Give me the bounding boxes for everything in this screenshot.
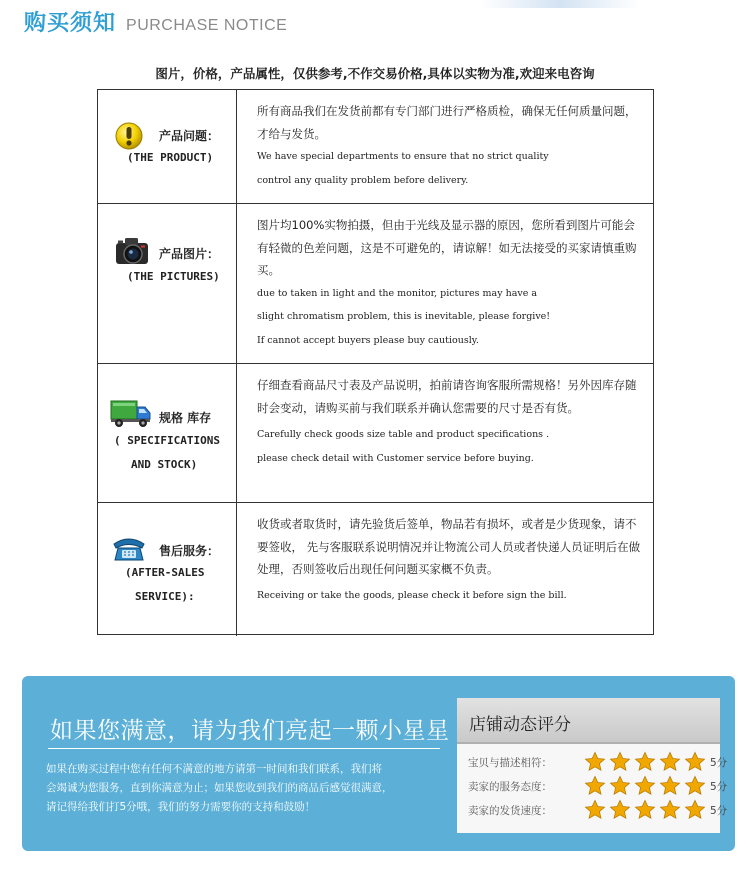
notice-label-cell	[98, 503, 237, 636]
star-icon	[659, 775, 681, 797]
score-label: 宝贝与描述相符：	[468, 757, 552, 769]
score-card-title-text: 店铺动态评分	[469, 715, 571, 735]
star-icon	[609, 751, 631, 773]
star-icon	[584, 751, 606, 773]
notice-label-cn: 产品问题：	[159, 129, 220, 143]
notice-text-cn: 所有商品我们在发货前都有专门部门进行严格质检，确保无任何质量问题，才给与发货。	[257, 104, 637, 141]
notice-text-cn: 图片均100%实物拍摄，但由于光线及显示器的原因，您所看到图片可能会有轻微的色差问题，这是不可避免的，请谅解！如无法接受的买家请慎重购买。	[257, 218, 637, 277]
score-label: 卖家的服务态度：	[468, 781, 552, 793]
star-icon	[684, 775, 706, 797]
score-stars	[584, 799, 706, 821]
notice-row-after-sales	[98, 502, 653, 636]
slogan-divider	[48, 748, 440, 749]
delivery-truck-icon	[110, 398, 152, 428]
notice-label-en-line2: AND STOCK)	[131, 458, 198, 471]
page-header	[24, 6, 287, 40]
notice-label-en-line2: SERVICE):	[135, 590, 195, 603]
notice-label-en-line1: (AFTER-SALES	[125, 566, 205, 579]
notice-label-cn: 产品图片：	[159, 247, 220, 261]
score-row	[457, 798, 728, 822]
telephone-icon	[112, 536, 146, 562]
star-icon	[634, 799, 656, 821]
rating-slogan: 如果您满意，请为我们亮起一颗小星星	[50, 718, 450, 744]
warning-icon	[115, 122, 143, 150]
rating-panel	[22, 676, 735, 851]
notice-label-cell	[98, 364, 237, 502]
star-icon	[659, 799, 681, 821]
camera-icon	[115, 237, 149, 265]
rating-description-line: 如果在购买过程中您有任何不满意的地方请第一时间和我们联系，我们将	[46, 763, 382, 775]
notice-text-en: We have special departments to ensure that no strict quality control any quality problem before delivery.	[257, 151, 549, 186]
header-title-cn: 购买须知	[24, 11, 117, 36]
notice-label-en: (THE PICTURES)	[127, 270, 220, 283]
header-title-en: PURCHASE NOTICE	[126, 17, 288, 34]
notice-label-cell	[98, 204, 237, 363]
notice-text-en: due to taken in light and the monitor, pictures may have a slight chromatism problem, this is inevitable, please forgive! If cannot accept buyers please buy cautiously.	[257, 287, 551, 346]
score-value: 5分	[710, 805, 728, 817]
rating-description-line: 请记得给我们打5分哦，我们的努力需要你的支持和鼓励！	[46, 801, 316, 813]
star-icon	[684, 751, 706, 773]
notice-label-en-line1: ( SPECIFICATIONS	[114, 434, 220, 447]
notice-label-en: (THE PRODUCT)	[127, 151, 214, 164]
notice-text-en: Carefully check goods size table and product specifications . please check detail with Customer service before buying.	[257, 429, 550, 464]
star-icon	[634, 751, 656, 773]
score-value: 5分	[710, 781, 728, 793]
notice-label-cn: 售后服务：	[159, 544, 220, 558]
star-icon	[684, 799, 706, 821]
notice-row-pictures	[98, 203, 653, 363]
notice-row-specifications	[98, 363, 653, 502]
score-row	[457, 774, 728, 798]
rating-description-line: 会竭诚为您服务，直到你满意为止；如果您收到我们的商品后感觉很满意，	[46, 782, 393, 794]
notice-content-cell	[237, 204, 653, 363]
shop-score-card	[457, 698, 728, 833]
notice-table	[97, 89, 654, 635]
score-row	[457, 750, 728, 774]
notice-text-cn: 仔细查看商品尺寸表及产品说明，拍前请咨询客服所需规格！另外因库存随时会变动，请购买前与我们联系并确认您需要的尺寸是否有货。	[257, 378, 637, 415]
notice-label-cell	[98, 90, 237, 203]
notice-content-cell	[237, 90, 653, 203]
notice-text-cn: 收货或者取货时，请先验货后签单，物品若有损坏，或者是少货现象，请不要签收， 先与客服联系说明情况并让物流公司人员或者快递人员证明后在做处理，否则签收后出现任何问题买家概不负责。	[257, 517, 641, 576]
star-icon	[584, 799, 606, 821]
notice-content-cell	[237, 364, 653, 502]
score-label: 卖家的发货速度：	[468, 805, 552, 817]
star-icon	[634, 775, 656, 797]
star-icon	[584, 775, 606, 797]
rating-description	[46, 760, 446, 817]
score-value: 5分	[710, 757, 728, 769]
score-card-title	[457, 698, 720, 744]
notice-content-cell	[237, 503, 653, 636]
star-icon	[609, 799, 631, 821]
header-decoration	[480, 0, 640, 8]
star-icon	[659, 751, 681, 773]
star-icon	[609, 775, 631, 797]
score-stars	[584, 751, 706, 773]
notice-text-en: Receiving or take the goods, please check it before sign the bill.	[257, 589, 567, 601]
notice-label-cn: 规格 库存	[159, 411, 212, 425]
score-stars	[584, 775, 706, 797]
notice-row-product	[98, 90, 653, 203]
notice-subtitle: 图片，价格，产品属性，仅供参考,不作交易价格,具体以实物为准,欢迎来电咨询	[155, 66, 595, 81]
